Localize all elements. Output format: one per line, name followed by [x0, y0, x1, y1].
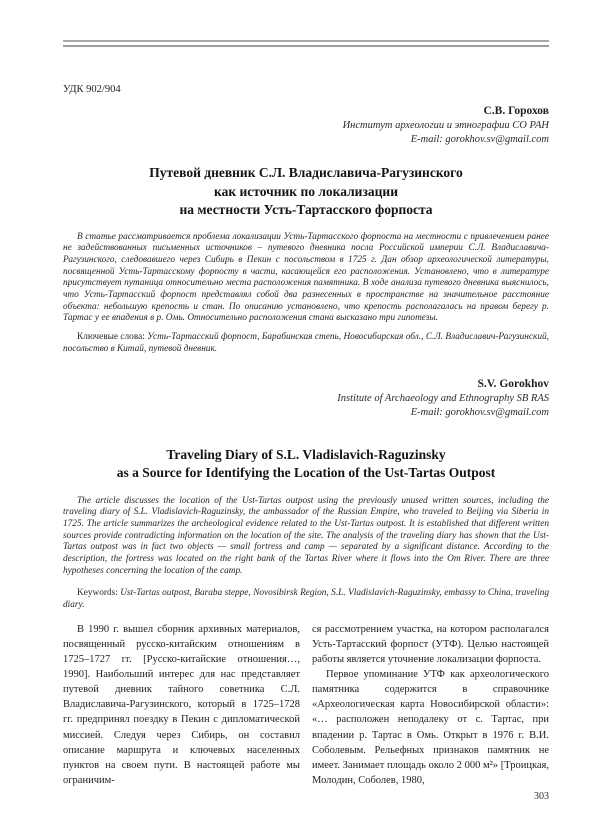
affiliation-ru: Институт археологии и этнографии СО РАН — [342, 120, 549, 131]
body-paragraph: В 1990 г. вышел сборник архивных материалов, посвященный русско-китайским отношениям в 1725–1727 гг. [Русско-китайские отношения…, 1990]. Наибольший интерес для нас представляет путевой дневник тайного советника С.Л. Владиславича-Рагузинского, который в 1725–1728 гг. предпринял поездку в Пекин с дипломатической миссией. Следуя через Сибирь, он составил описание маршрута и ключевых населенных пунктов на своем пути. В настоящей работе мы ограничим- — [63, 623, 300, 786]
email-en: E-mail: gorokhov.sv@gmail.com — [410, 406, 549, 418]
keywords-label-ru: Ключевые слова: — [77, 332, 145, 343]
article-title-ru — [63, 164, 549, 220]
abstract-ru: В статье рассматривается проблема локализации Усть-Тартасского форпоста на местности с привлечением ранее не задействованных письменных источников – путевого дневника посла Российской империи С.Л. Владиславича-Рагузинского, следовавшего через Сибирь в Пекин с посольством в 1725 г. Дан обзор археологической литературы, посвященной Усть-Тартасскому форпосту в части, касающейся его расположения. Установлено, что в литературе присутствует путаница относительно места расположения памятника. В ходе анализа путевого дневника выяснилось, что Усть-Тартасский форпост представлял собой два разнесенных в пространстве на значительное расстояние объекта: небольшую крепость и стан. По описанию установлено, что крепость располагалась на правом берегу р. Тартас у ее впадения в р. Омь. Относительно расположения стана высказано три гипотезы. — [63, 231, 549, 324]
body-paragraph-continued: ся рассмотрением участка, на котором располагался Усть-Тартасский форпост (УТФ). Целью настоящей работы является уточнение локализации форпоста. — [312, 623, 549, 666]
abstract-en: The article discusses the location of the Ust-Tartas outpost using the previously unused written sources, including the traveling diary of S.L. Vladislavich-Raguzinsky, the ambassador of the Russian Empire, who traveled to Beijing via Siberia in 1725. The article summarizes the archeological evidence related to the Ust-Tartas outpost. It is established that different written sources provide contradicting information on the location of the site. The analysis of the traveling diary has shown that the Ust-Tartas outpost was in fact two objects — small fortress and camp — separated by a significant distance. According to the description, the fortress was located on the right bank of the Tartas River where it flows into the Om River. There are three hypotheses concerning the location of the camp. — [63, 495, 549, 576]
body-columns — [63, 622, 549, 788]
keywords-ru — [63, 332, 549, 355]
title-en-line-2: as a Source for Identifying the Location of the Ust-Tartas Outpost — [116, 465, 496, 481]
body-paragraph: Первое упоминание УТФ как археологического памятника содержится в справочнике «Археологическая карта Новосибирской области»: «… расположен неподалеку от с. Тартас, при впадении р. Тартас в Омь. Открыт в 1976 г. В.И. Соболевым. Рельефных признаков памятник не имеет. Занимает площадь около 2 000 м²» [Троицкая, Молодин, Соболев, 1980, — [312, 669, 549, 786]
email-ru: E-mail: gorokhov.sv@gmail.com — [410, 134, 549, 145]
udc-code: УДК 902/904 — [63, 84, 121, 95]
title-ru-line-1: Путевой дневник С.Л. Владиславича-Рагузинского — [149, 165, 463, 180]
page-number: 303 — [534, 790, 549, 802]
body-column-left — [63, 622, 300, 788]
keywords-en — [63, 588, 549, 611]
page-content — [63, 40, 549, 803]
title-ru-line-3: на местности Усть-Тартасского форпоста — [179, 202, 433, 217]
body-column-right — [312, 622, 549, 788]
keywords-text-ru: Усть-Тартасский форпост, Барабинская степь, Новосибирская обл., С.Л. Владиславич-Рагузинский, посольство в Китай, путевой дневник. — [63, 332, 550, 354]
keywords-text-en: Ust-Tartas outpost, Baraba steppe, Novosibirsk Region, S.L. Vladislavich-Raguzinsky, embassy to China, traveling diary. — [63, 588, 549, 611]
article-title-en — [63, 446, 549, 483]
author-block-en — [63, 377, 549, 420]
keywords-label-en: Keywords: — [77, 588, 118, 599]
author-block-ru — [63, 104, 549, 147]
title-en-line-1: Traveling Diary of S.L. Vladislavich-Raguzinsky — [166, 446, 446, 462]
header-rule — [63, 40, 549, 47]
author-name-en: S.V. Gorokhov — [477, 377, 549, 390]
affiliation-en: Institute of Archaeology and Ethnography SB RAS — [337, 392, 549, 404]
title-ru-line-2: как источник по локализации — [214, 183, 398, 199]
author-name-ru: С.В. Горохов — [483, 105, 549, 117]
